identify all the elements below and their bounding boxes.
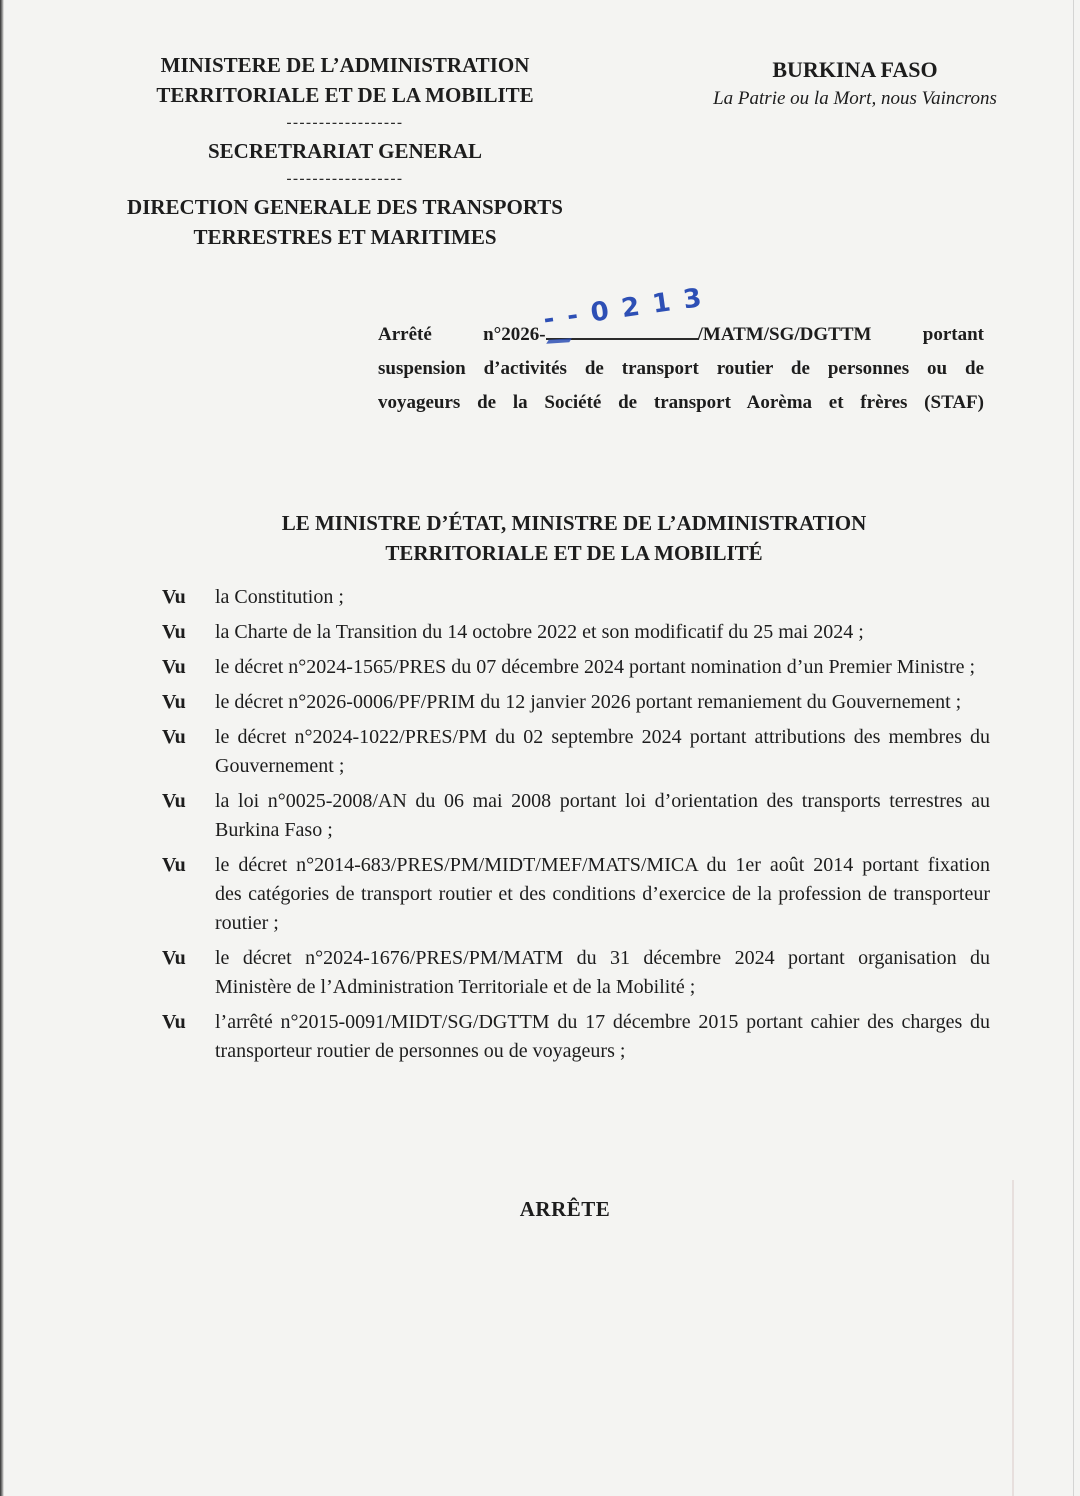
visa-label: Vu (162, 1011, 186, 1033)
national-motto: La Patrie ou la Mort, nous Vaincrons (713, 88, 997, 109)
visa-item (162, 688, 990, 717)
direction-name-line1: DIRECTION GENERALE DES TRANSPORTS (127, 195, 563, 219)
visa-text: la Charte de la Transition du 14 octobre 2022 et son modificatif du 25 mai 2024 ; (215, 621, 864, 643)
arrete-title-line2: suspension d’activités de transport routier de personnes ou de (378, 358, 984, 379)
visa-text: le décret n°2024-1676/PRES/PM/MATM du 31 décembre 2024 portant organisation du Ministère de l’Administration Territoriale et de la Mobilité ; (215, 947, 990, 998)
visa-label: Vu (162, 656, 186, 678)
scan-left-edge (0, 0, 4, 1496)
visa-item (162, 618, 990, 647)
arrete-number-prefix: Arrêté n°2026- (378, 324, 546, 345)
header-country-block (655, 55, 1055, 112)
arrete-number-line (378, 282, 984, 352)
visa-text: l’arrêté n°2015-0091/MIDT/SG/DGTTM du 17 décembre 2015 portant cahier des charges du transporteur routier de personnes ou de voyageurs ; (215, 1011, 990, 1062)
visa-item (162, 653, 990, 682)
visa-label: Vu (162, 790, 186, 812)
visa-label: Vu (162, 691, 186, 713)
visa-text: le décret n°2024-1565/PRES du 07 décembre 2024 portant nomination d’un Premier Ministre ; (215, 656, 976, 678)
visa-list (162, 583, 990, 1072)
visa-item (162, 944, 990, 1002)
visa-text: le décret n°2014-683/PRES/PM/MIDT/MEF/MATS/MICA du 1er août 2014 portant fixation des catégories de transport routier et des conditions d’exercice de la profession de transporteur routier ; (215, 854, 990, 934)
visa-label: Vu (162, 586, 186, 608)
handwritten-number: - - 0 2 1 3 (541, 282, 705, 336)
scan-right-edge (1073, 0, 1074, 1496)
visa-item (162, 583, 990, 612)
header-divider: ------------------ (286, 115, 404, 131)
visa-item (162, 723, 990, 781)
visa-text: le décret n°2024-1022/PRES/PM du 02 septembre 2024 portant attributions des membres du Gouvernement ; (215, 726, 990, 777)
visa-label: Vu (162, 621, 186, 643)
ministry-name-line2: TERRITORIALE ET DE LA MOBILITE (156, 83, 534, 107)
header-divider: ------------------ (286, 171, 404, 187)
ministry-name-line1: MINISTERE DE L’ADMINISTRATION (160, 53, 530, 77)
visa-text: la Constitution ; (215, 586, 344, 608)
minister-heading-line1: LE MINISTRE D’ÉTAT, MINISTRE DE L’ADMINISTRATION (281, 511, 867, 535)
scan-artifact-line (1012, 1180, 1014, 1496)
arrete-title-line3: voyageurs de la Société de transport Aorèma et frères (STAF) (378, 392, 984, 413)
arrete-title-block (378, 282, 984, 420)
minister-heading-line2: TERRITORIALE ET DE LA MOBILITÉ (385, 541, 763, 565)
minister-heading (94, 508, 1054, 568)
visa-label: Vu (162, 726, 186, 748)
secretariat-general: SECRETRARIAT GENERAL (207, 139, 483, 163)
visa-item (162, 851, 990, 938)
decision-heading: ARRÊTE (519, 1197, 611, 1221)
visa-label: Vu (162, 854, 186, 876)
visa-label: Vu (162, 947, 186, 969)
arrete-number-blank (541, 282, 705, 340)
direction-name-line2: TERRESTRES ET MARITIMES (193, 225, 497, 249)
header-ministry-block (85, 50, 605, 252)
visa-item (162, 787, 990, 845)
arrete-number-suffix: /MATM/SG/DGTTM portant (697, 324, 984, 345)
visa-item (162, 1008, 990, 1066)
visa-text: la loi n°0025-2008/AN du 06 mai 2008 portant loi d’orientation des transports terrestres au Burkina Faso ; (215, 790, 990, 841)
visa-text: le décret n°2026-0006/PF/PRIM du 12 janvier 2026 portant remaniement du Gouvernement ; (215, 691, 962, 713)
country-name: BURKINA FASO (772, 57, 938, 82)
ink-mark (546, 338, 572, 344)
